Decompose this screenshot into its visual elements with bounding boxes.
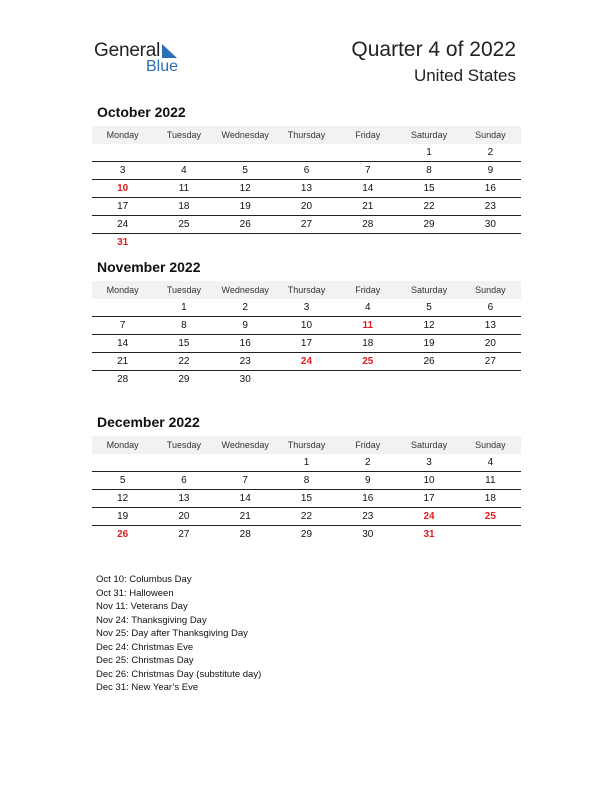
day-cell: 21 <box>117 356 129 367</box>
day-cell <box>153 454 214 471</box>
day-cell: 6 <box>181 475 187 486</box>
day-cell: 9 <box>487 165 494 176</box>
day-cell <box>337 144 398 161</box>
holiday-item: Dec 26: Christmas Day (substitute day) <box>96 668 262 680</box>
day-cell: 25 <box>362 356 374 367</box>
day-cell: 2 <box>242 302 248 313</box>
day-cell: 23 <box>362 511 374 522</box>
day-cell <box>460 371 521 388</box>
day-cell: 22 <box>178 356 190 367</box>
day-cell: 10 <box>117 183 129 194</box>
day-cell: 20 <box>178 511 190 522</box>
day-cell: 8 <box>303 475 310 486</box>
day-cell: 12 <box>239 183 251 194</box>
holiday-item: Nov 24: Thanksgiving Day <box>96 614 207 626</box>
weekday-label: Friday <box>355 440 381 450</box>
day-cell <box>153 144 214 161</box>
week-row <box>92 472 521 490</box>
day-cell: 13 <box>300 183 313 194</box>
day-cell: 14 <box>239 493 251 504</box>
day-cell: 28 <box>362 219 374 230</box>
day-cell: 5 <box>242 165 248 176</box>
holiday-item: Nov 11: Veterans Day <box>96 601 188 612</box>
week-row <box>92 180 521 198</box>
weekday-label: Thursday <box>287 440 326 450</box>
day-cell: 5 <box>119 475 126 486</box>
day-cell: 27 <box>484 356 496 367</box>
week-row <box>92 216 521 234</box>
quarter-title: Quarter 4 of 2022 <box>351 38 516 61</box>
day-cell: 1 <box>181 302 187 313</box>
weekday-header-row <box>92 126 521 144</box>
holiday-item: Dec 24: Christmas Eve <box>96 641 194 653</box>
day-cell: 16 <box>239 338 251 349</box>
day-cell: 4 <box>487 457 494 468</box>
day-cell <box>92 144 153 161</box>
weekday-label: Wednesday <box>221 440 269 450</box>
week-row <box>92 144 521 162</box>
week-row <box>92 162 521 180</box>
week-row <box>92 353 521 371</box>
day-cell <box>276 234 337 251</box>
day-cell <box>92 454 153 471</box>
weekday-header-row <box>92 436 521 454</box>
holiday-item: Oct 10: Columbus Day <box>96 574 192 585</box>
weekday-label: Wednesday <box>221 285 269 295</box>
day-cell: 7 <box>365 165 371 176</box>
day-cell: 15 <box>423 183 435 194</box>
day-cell <box>276 144 337 161</box>
weekday-label: Sunday <box>475 440 506 450</box>
weekday-label: Saturday <box>411 130 448 140</box>
week-row <box>92 317 521 335</box>
day-cell: 15 <box>178 338 190 349</box>
day-cell <box>460 526 521 543</box>
day-cell: 27 <box>300 219 313 230</box>
day-cell: 3 <box>303 302 310 313</box>
day-cell: 29 <box>178 374 190 385</box>
day-cell: 24 <box>117 219 129 230</box>
day-cell: 30 <box>239 374 251 385</box>
weekday-label: Monday <box>106 285 139 295</box>
day-cell: 29 <box>300 529 313 540</box>
day-cell: 30 <box>484 219 496 230</box>
month-title: October 2022 <box>97 104 186 120</box>
day-cell: 14 <box>362 183 374 194</box>
day-cell: 23 <box>239 356 251 367</box>
day-cell: 17 <box>300 338 313 349</box>
holiday-item: Dec 31: New Year’s Eve <box>96 682 199 693</box>
week-row <box>92 299 521 317</box>
day-cell: 25 <box>178 219 190 230</box>
day-cell: 7 <box>242 475 248 486</box>
day-cell: 6 <box>303 165 310 176</box>
day-cell: 29 <box>423 219 435 230</box>
day-cell: 13 <box>178 493 190 504</box>
day-cell <box>337 371 398 388</box>
week-row <box>92 335 521 353</box>
day-cell <box>460 234 521 251</box>
weekday-label: Tuesday <box>166 130 202 140</box>
weekday-label: Sunday <box>475 285 506 295</box>
day-cell: 9 <box>365 475 371 486</box>
day-cell: 26 <box>117 529 129 540</box>
month-title: November 2022 <box>97 259 201 275</box>
month-november <box>92 259 521 388</box>
day-cell: 31 <box>423 529 435 540</box>
day-cell: 16 <box>484 183 496 194</box>
month-october <box>92 104 521 251</box>
day-cell <box>398 371 459 388</box>
day-cell <box>215 144 276 161</box>
day-cell <box>153 234 214 251</box>
weekday-label: Thursday <box>287 285 326 295</box>
weekday-label: Monday <box>106 440 139 450</box>
day-cell: 16 <box>362 493 374 504</box>
day-cell: 6 <box>487 302 494 313</box>
day-cell: 20 <box>300 201 313 212</box>
week-row <box>92 371 521 388</box>
weekday-label: Friday <box>355 285 381 295</box>
day-cell: 21 <box>239 511 251 522</box>
holiday-list <box>96 573 261 695</box>
logo-blue-text: Blue <box>146 58 179 75</box>
day-cell: 28 <box>239 529 251 540</box>
weekday-label: Tuesday <box>166 285 202 295</box>
weekday-label: Tuesday <box>166 440 202 450</box>
day-cell: 4 <box>365 302 371 313</box>
day-cell: 19 <box>117 511 129 522</box>
weekday-label: Wednesday <box>221 130 269 140</box>
day-cell: 13 <box>484 320 496 331</box>
day-cell: 18 <box>484 493 496 504</box>
day-cell: 19 <box>239 201 251 212</box>
holiday-item: Oct 31: Halloween <box>96 587 174 599</box>
day-cell: 26 <box>423 356 435 367</box>
weekday-header-row <box>92 281 521 299</box>
weekday-label: Thursday <box>287 130 326 140</box>
day-cell: 12 <box>423 320 435 331</box>
day-cell: 12 <box>117 493 129 504</box>
day-cell: 11 <box>485 475 496 486</box>
day-cell <box>337 234 398 251</box>
day-cell: 8 <box>181 320 187 331</box>
weekday-label: Saturday <box>411 285 448 295</box>
day-cell: 22 <box>423 201 435 212</box>
day-cell: 26 <box>239 219 251 230</box>
day-cell: 22 <box>300 511 313 522</box>
day-cell: 11 <box>178 183 190 194</box>
day-cell: 28 <box>117 374 129 385</box>
day-cell: 9 <box>242 320 248 331</box>
day-cell: 23 <box>484 201 496 212</box>
month-december <box>92 414 521 543</box>
day-cell: 15 <box>300 493 313 504</box>
day-cell <box>92 299 153 316</box>
day-cell: 10 <box>300 320 313 331</box>
weekday-label: Sunday <box>475 130 506 140</box>
day-cell: 4 <box>181 165 187 176</box>
holiday-item: Nov 25: Day after Thanksgiving Day <box>96 628 248 639</box>
day-cell: 1 <box>303 457 310 468</box>
day-cell: 24 <box>300 356 313 367</box>
day-cell: 18 <box>178 201 190 212</box>
day-cell: 10 <box>423 475 435 486</box>
day-cell: 21 <box>362 201 374 212</box>
day-cell: 7 <box>119 320 126 331</box>
day-cell: 1 <box>426 147 432 158</box>
day-cell: 31 <box>117 237 129 248</box>
week-row <box>92 526 521 543</box>
weekday-label: Friday <box>355 130 381 140</box>
holiday-item: Dec 25: Christmas Day <box>96 655 194 666</box>
brand-logo <box>94 40 204 80</box>
day-cell: 14 <box>117 338 129 349</box>
day-cell <box>215 234 276 251</box>
week-row <box>92 508 521 526</box>
day-cell: 17 <box>117 201 129 212</box>
day-cell <box>215 454 276 471</box>
week-row <box>92 234 521 251</box>
day-cell: 27 <box>178 529 190 540</box>
week-row <box>92 198 521 216</box>
day-cell: 24 <box>423 511 435 522</box>
day-cell: 25 <box>484 511 496 522</box>
day-cell: 2 <box>487 147 494 158</box>
country-name: United States <box>413 66 516 85</box>
day-cell: 5 <box>426 302 432 313</box>
day-cell: 3 <box>119 165 126 176</box>
day-cell: 19 <box>423 338 435 349</box>
weekday-label: Monday <box>106 130 139 140</box>
day-cell: 17 <box>423 493 435 504</box>
day-cell: 18 <box>362 338 374 349</box>
month-title: December 2022 <box>97 414 200 430</box>
week-row <box>92 490 521 508</box>
day-cell: 11 <box>362 320 374 331</box>
day-cell: 2 <box>365 457 371 468</box>
day-cell <box>398 234 459 251</box>
weekday-label: Saturday <box>411 440 448 450</box>
day-cell: 20 <box>484 338 496 349</box>
day-cell: 3 <box>426 457 432 468</box>
logo-general-text: General <box>94 40 161 61</box>
day-cell: 8 <box>426 165 432 176</box>
day-cell: 30 <box>362 529 374 540</box>
week-row <box>92 454 521 472</box>
day-cell <box>276 371 337 388</box>
